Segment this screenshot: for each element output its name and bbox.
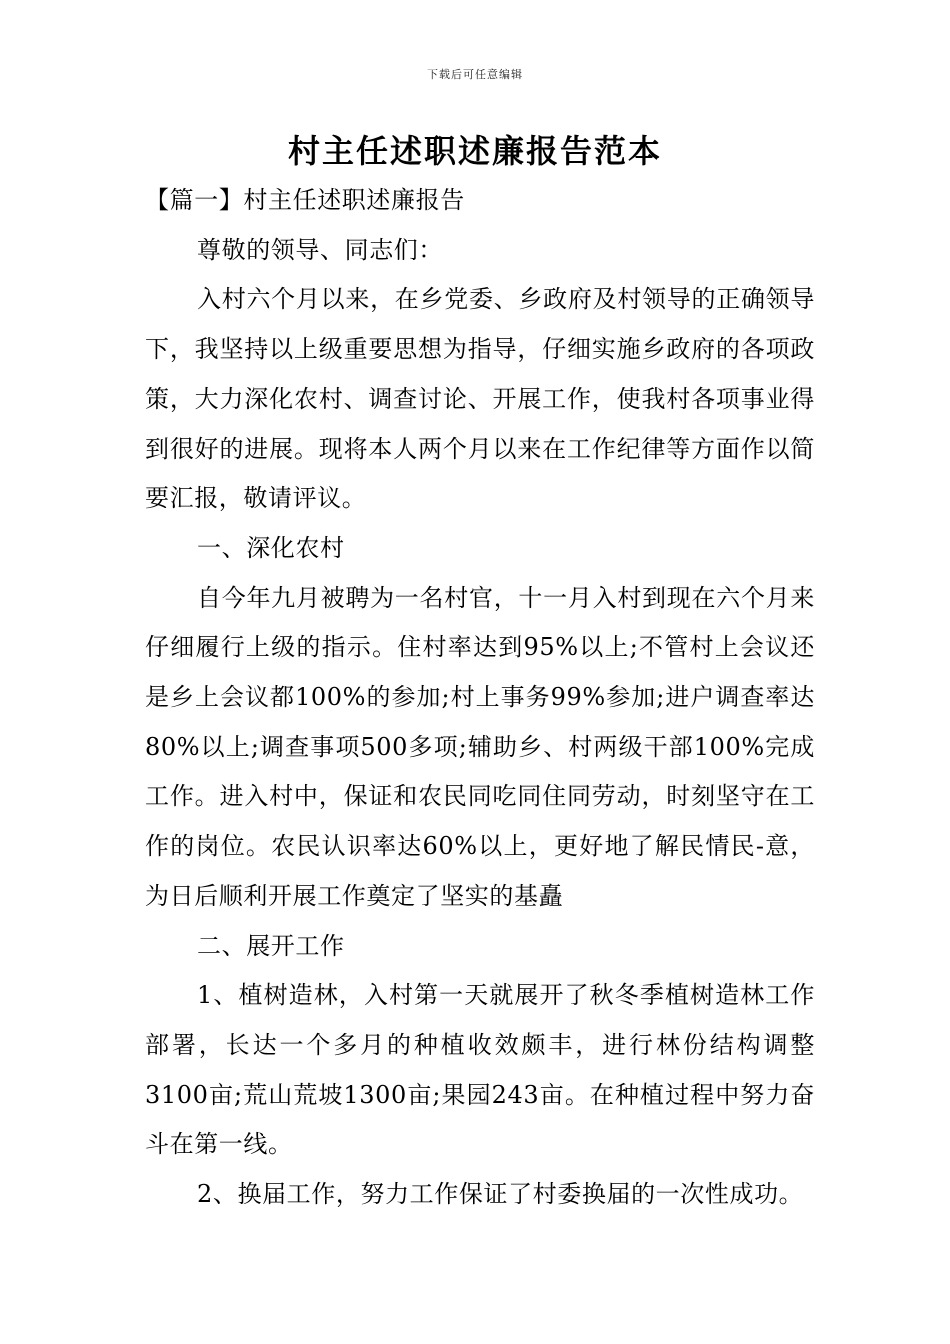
body-paragraph: 1、植树造林，入村第一天就展开了秋冬季植树造林工作部署，长达一个多月的种植收效颇丰，进行林份结构调整3100亩;荒山荒坡1300亩;果园243亩。在种植过程中努力奋斗在第一线。 [145,981,815,1159]
body-paragraph: 自今年九月被聘为一名村官，十一月入村到现在六个月来仔细履行上级的指示。住村率达到95%以上;不管村上会议还是乡上会议都100%的参加;村上事务99%参加;进户调查率达80%以上;调查事项500多项;辅助乡、村两级干部100%完成工作。进入村中，保证和农民同吃同住同劳动，时刻坚守在工作的岗位。农民认识率达60%以上，更好地了解民情民-意，为日后顺利开展工作奠定了坚实的基矗 [145,583,815,910]
subsection-heading: 一、深化农村 [197,533,345,562]
header-note: 下载后可任意编辑 [427,68,523,81]
document-body [145,176,815,1220]
body-paragraph: 2、换届工作，努力工作保证了村委换届的一次性成功。 [197,1180,804,1209]
subsection-heading: 二、展开工作 [197,931,345,960]
document-title: 村主任述职述廉报告范本 [287,132,662,170]
salutation: 尊敬的领导、同志们： [197,235,443,264]
section-heading: 【篇一】村主任述职述廉报告 [145,186,465,214]
body-paragraph: 入村六个月以来，在乡党委、乡政府及村领导的正确领导下，我坚持以上级重要思想为指导，仔细实施乡政府的各项政策，大力深化农村、调查讨论、开展工作，使我村各项事业得到很好的进展。现将本人两个月以来在工作纪律等方面作以简要汇报，敬请评议。 [145,285,815,513]
